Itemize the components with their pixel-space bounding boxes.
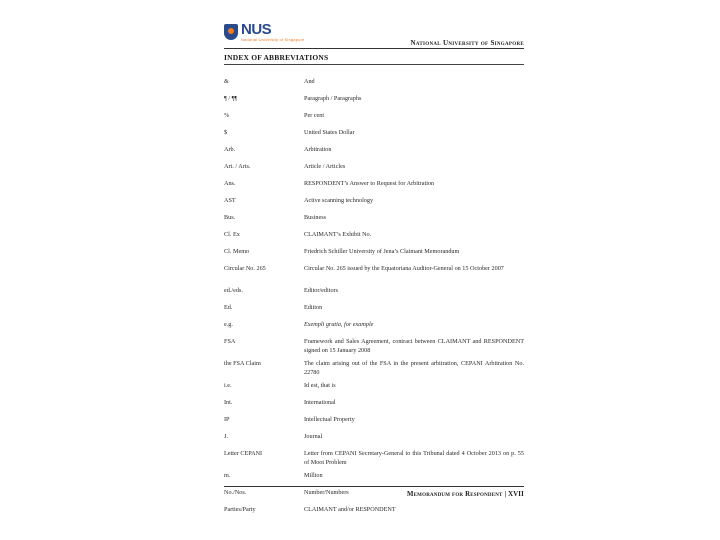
header-rule <box>224 48 524 49</box>
abbreviation-definition: Paragraph / Paragraphs <box>304 95 362 102</box>
abbreviation-definition: Editor/editors <box>304 287 339 294</box>
abbreviation-term: e.g. <box>224 321 233 328</box>
logo-subtext: National University of Singapore <box>241 37 305 42</box>
abbreviation-term: Ans. <box>224 180 236 187</box>
abbreviation-definition: RESPONDENT’s Answer to Request for Arbitration <box>304 180 435 187</box>
abbreviation-term: Bus. <box>224 214 236 221</box>
abbreviation-term: Int. <box>224 399 233 406</box>
abbreviation-term: the FSA Claim <box>224 360 261 367</box>
abbreviation-term: FSA <box>224 338 236 345</box>
logo-text: NUS <box>241 21 272 38</box>
document-page <box>224 20 524 520</box>
abbreviation-term: ¶ / ¶¶ <box>224 95 238 102</box>
abbreviation-definition: CLAIMANT’s Exhibit No. <box>304 231 372 238</box>
abbreviation-term: $ <box>224 129 228 136</box>
abbreviation-term: i.e. <box>224 382 232 389</box>
abbreviation-definition: Framework and Sales Agreement, contract between CLAIMANT and RESPONDENT signed on 15 January 2008 <box>304 338 524 354</box>
abbreviation-definition: Active scanning technology <box>304 197 374 204</box>
abbreviation-term: J. <box>224 433 228 440</box>
abbreviation-definition: Id est, that is <box>304 382 336 389</box>
page-footer: Memorandum for Respondent | XVII <box>407 491 524 498</box>
abbreviation-definition: And <box>304 78 315 85</box>
abbreviation-definition: Journal <box>304 433 323 440</box>
abbreviation-term: Arb. <box>224 146 236 153</box>
abbreviation-definition: CLAIMANT and/or RESPONDENT <box>304 506 396 513</box>
abbreviation-term: Art. / Arts. <box>224 163 251 170</box>
abbreviation-definition: Edition <box>304 304 323 311</box>
abbreviation-definition: Circular No. 265 issued by the Equatoriana Auditor-General on 15 October 2007 <box>304 265 504 272</box>
abbreviation-term: AST <box>224 197 236 204</box>
abbreviation-definition: Article / Articles <box>304 163 346 170</box>
abbreviation-term: m. <box>224 472 231 479</box>
abbreviation-definition: Intellectual Property <box>304 416 355 423</box>
abbreviation-definition: Exempli gratia, for example <box>304 321 374 328</box>
abbreviation-definition: Friedrich Schiller University of Jena’s Claimant Memorandum <box>304 248 460 255</box>
abbreviation-definition: International <box>304 399 336 406</box>
abbreviation-term: No./Nos. <box>224 489 247 496</box>
abbreviation-definition: Letter from CEPANI Secretary-General to this Tribunal dated 4 October 2013 on p. 55 of Moot Problem <box>304 450 524 466</box>
abbreviation-term: Ed. <box>224 304 233 311</box>
crest-icon <box>224 24 238 40</box>
abbreviation-definition: The claim arising out of the FSA in the present arbitration, CEPANI Arbitration No. 22780 <box>304 360 524 376</box>
abbreviation-definition: Per cent <box>304 112 325 119</box>
abbreviation-term: & <box>224 78 229 85</box>
nus-logo <box>224 22 305 42</box>
abbreviation-term: Letter CEPANI <box>224 450 263 457</box>
abbreviation-term: Cl. Ex <box>224 231 240 238</box>
abbreviation-definition: Number/Numbers <box>304 489 349 496</box>
abbreviation-term: % <box>224 112 230 119</box>
abbreviation-term: Parties/Party <box>224 506 256 513</box>
abbreviation-term: Circular No. 265 <box>224 265 266 272</box>
title-rule <box>224 64 524 65</box>
abbreviation-term: ed./eds. <box>224 287 243 294</box>
footer-rule <box>224 486 524 487</box>
abbreviation-term: Cl. Memo <box>224 248 250 255</box>
abbreviation-definition: Million <box>304 472 323 479</box>
abbreviation-term: IP <box>224 416 230 423</box>
abbreviation-definition: United States Dollar <box>304 129 355 136</box>
page-title: INDEX OF ABBREVIATIONS <box>224 53 329 62</box>
abbreviation-definition: Business <box>304 214 327 221</box>
abbreviation-definition: Arbitration <box>304 146 332 153</box>
university-name: National University of Singapore <box>410 39 524 47</box>
